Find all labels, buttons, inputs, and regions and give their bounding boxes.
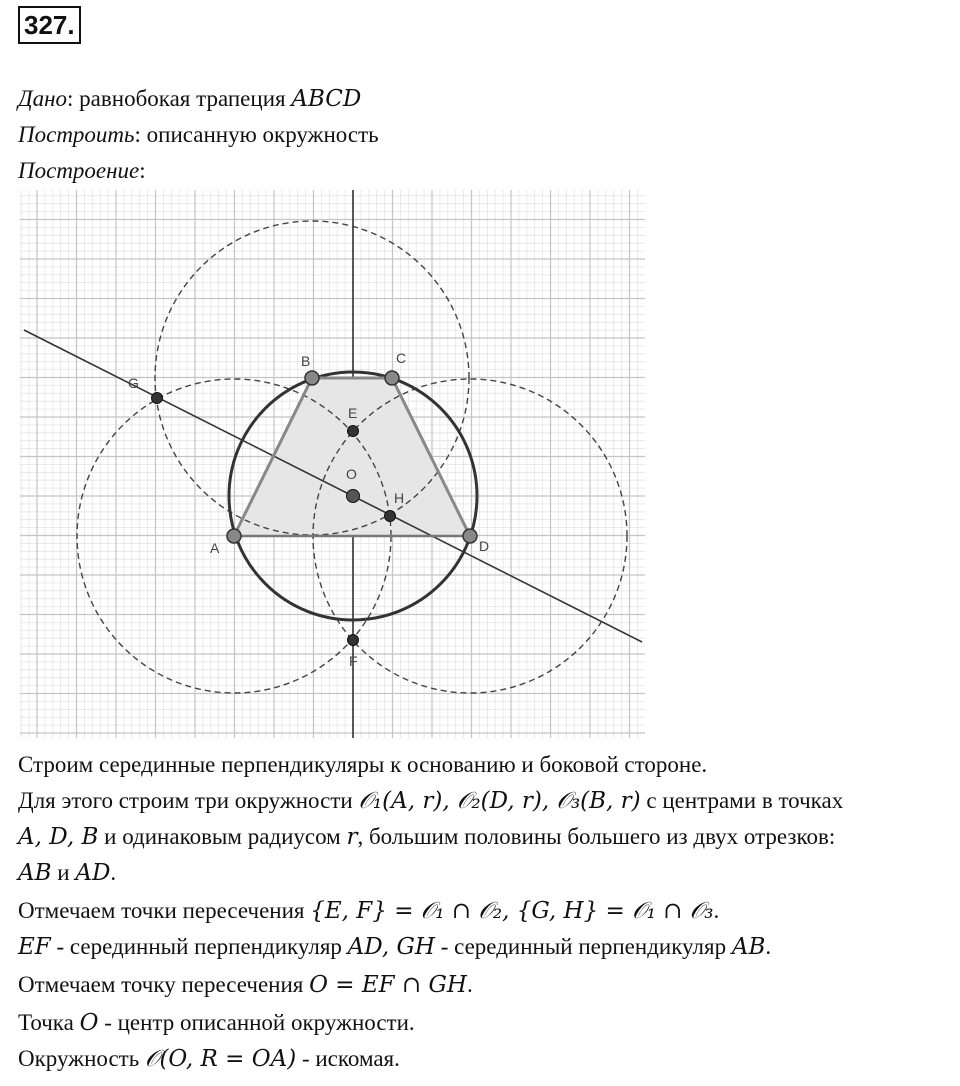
text-line-4-a: и: [51, 860, 76, 885]
text-line-7-a: Отмечаем точку пересечения: [18, 972, 310, 997]
text-line-3: [18, 822, 835, 852]
label-o: O: [346, 466, 357, 482]
point-d: [463, 529, 477, 543]
label-d: D: [479, 538, 490, 554]
construct-line: [18, 120, 379, 150]
construct-label: Построить: [18, 122, 135, 147]
text-line-6-a: - серединный перпендикуляр: [50, 934, 348, 959]
text-line-3-b: , большим половины большего из двух отрезков:: [357, 824, 836, 849]
text-line-3-math-2: r: [346, 824, 358, 850]
construction-text: :: [139, 158, 146, 183]
point-b: [305, 371, 319, 385]
text-line-5: [18, 896, 719, 926]
text-line-1-content: Строим серединные перпендикуляры к основанию и боковой стороне.: [18, 752, 708, 777]
text-line-3-a: и одинаковым радиусом: [98, 824, 347, 849]
text-line-6-math-2: AD, GH: [347, 934, 435, 960]
text-line-5-b: .: [713, 898, 720, 923]
text-line-4: [18, 858, 116, 888]
text-line-6-math-1: EF: [18, 934, 51, 960]
text-line-2-b: с центрами в точках: [640, 788, 844, 813]
text-line-1: [18, 750, 707, 780]
given-line: [18, 84, 361, 114]
point-o: [347, 490, 360, 503]
label-e: E: [348, 405, 358, 421]
point-c: [385, 371, 399, 385]
text-line-6: [18, 932, 771, 962]
text-line-8-b: - центр описанной окружности.: [98, 1010, 415, 1035]
label-h: H: [394, 490, 405, 506]
text-line-6-b: - серединный перпендикуляр: [434, 934, 732, 959]
text-line-2-a: Для этого строим три окружности: [18, 788, 359, 813]
text-line-8-math: O: [79, 1010, 99, 1036]
text-line-9: [18, 1044, 400, 1074]
given-math: ABCD: [291, 86, 362, 112]
point-h: [385, 511, 396, 522]
label-c: C: [396, 350, 407, 366]
text-line-5-a: Отмечаем точки пересечения: [18, 898, 311, 923]
text-line-6-math-3: AB: [731, 934, 766, 960]
label-b: B: [301, 353, 311, 369]
point-a: [227, 529, 241, 543]
problem-number: 327.: [18, 6, 81, 44]
label-a: A: [210, 540, 220, 556]
text-line-8-a: Точка: [18, 1010, 80, 1035]
text-line-9-math: 𝒪(O, R = OA): [144, 1046, 297, 1072]
construction-figure: [20, 190, 645, 738]
construct-text: : описанную окружность: [134, 122, 379, 147]
construction-label: Построение: [18, 158, 140, 183]
given-label: Дано: [18, 86, 68, 111]
text-line-9-b: - искомая.: [296, 1046, 400, 1071]
label-g: G: [128, 375, 139, 391]
given-text: : равнобокая трапеция: [67, 86, 292, 111]
construction-line: [18, 156, 146, 186]
text-line-5-math: {E, F} = 𝒪₁ ∩ 𝒪₂, {G, H} = 𝒪₁ ∩ 𝒪₃: [310, 898, 714, 924]
text-line-7: [18, 970, 473, 1000]
text-line-2-math: 𝒪₁(A, r), 𝒪₂(D, r), 𝒪₃(B, r): [358, 788, 641, 814]
text-line-2: [18, 786, 843, 816]
point-g: [152, 393, 163, 404]
text-line-4-b: .: [110, 860, 117, 885]
text-line-9-a: Окружность: [18, 1046, 145, 1071]
text-line-4-math-2: AD: [75, 860, 111, 886]
text-line-8: [18, 1008, 415, 1038]
text-line-4-math-1: AB: [18, 860, 52, 886]
label-f: F: [349, 653, 358, 669]
text-line-7-b: .: [466, 972, 473, 997]
point-f: [348, 635, 359, 646]
text-line-3-math-1: A, D, B: [18, 824, 99, 850]
point-e: [348, 426, 359, 437]
text-line-7-math: O = EF ∩ GH: [309, 972, 467, 998]
text-line-6-c: .: [765, 934, 772, 959]
